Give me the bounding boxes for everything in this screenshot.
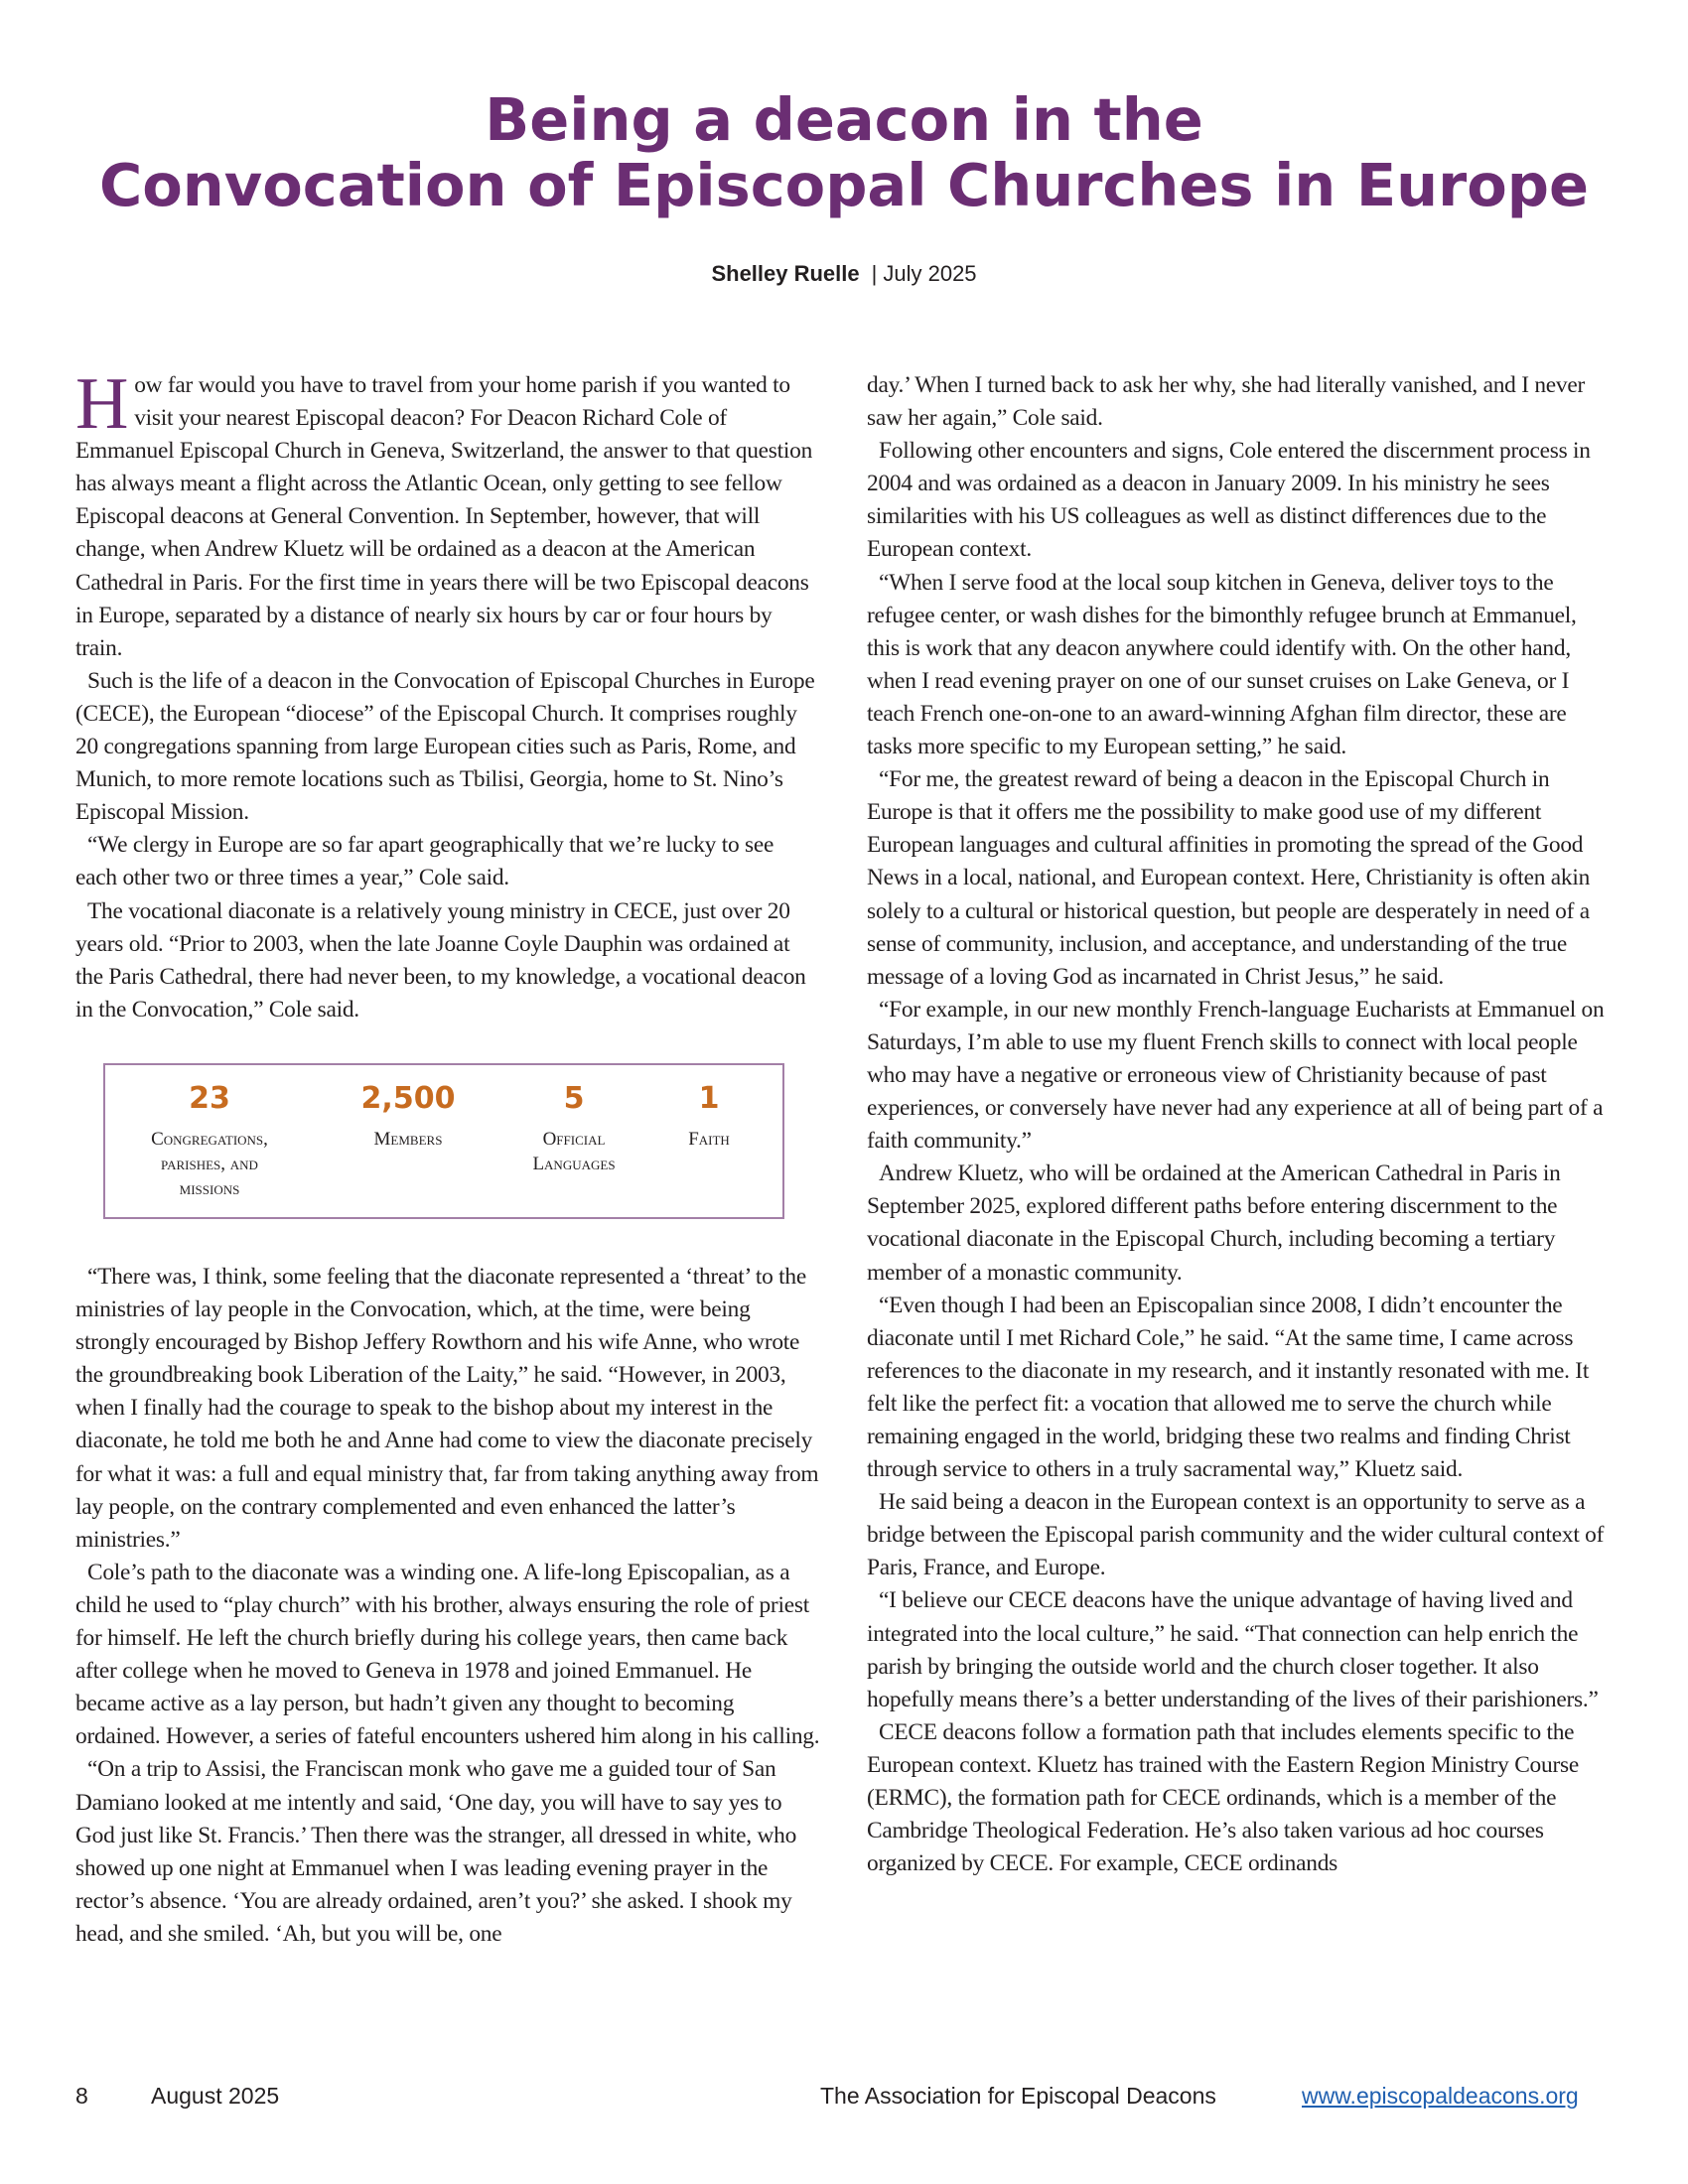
stat-label-line: Languages xyxy=(532,1154,616,1174)
stat-label xyxy=(105,1127,314,1201)
stat-members xyxy=(334,1079,483,1152)
stat-value: 1 xyxy=(698,1081,720,1116)
left-column-bottom xyxy=(75,1261,820,1951)
stat-congregations xyxy=(105,1079,314,1201)
stat-label xyxy=(499,1127,648,1176)
paragraph: “Even though I had been an Episcopalian since 2008, I didn’t encounter the diaconate until I met Richard Cole,” he said. “At the same time, I came across references to the diaconate in my research, and it instantly resonated with me. It felt like the perfect fit: a vocation that allowed me to serve the church while remaining engaged in the world, bridging these two realms and finding Christ through service to others in a truly sacramental way,” Kluetz said. xyxy=(867,1292,1590,1483)
author-name: Shelley Ruelle xyxy=(711,261,860,286)
stat-label-line: missions xyxy=(179,1178,240,1199)
paragraph: “On a trip to Assisi, the Franciscan monk who gave me a guided tour of San Damiano looked at me intently and said, ‘One day, you will have to say yes to God just like St. Francis.’ Then there was the stranger, all dressed in white, who showed up one night at Emmanuel when I was leading evening prayer in the rector’s absence. ‘You are already ordained, aren’t you?’ she asked. I shook my head, and she smiled. ‘Ah, but you will be, one xyxy=(75,1756,797,1947)
paragraph: He said being a deacon in the European context is an opportunity to serve as a bridge between the Episcopal parish community and the wider cultural context of Paris, France, and Europe. xyxy=(867,1489,1605,1581)
stat-label xyxy=(334,1127,483,1152)
stat-value: 5 xyxy=(563,1081,585,1116)
paragraph: The vocational diaconate is a relatively young ministry in CECE, just over 20 years old. “Prior to 2003, when the late Joanne Coyle Dauphin was ordained at the Paris Cathedral, there had never been, to my knowledge, a vocational deacon in the Convocation,” Cole said. xyxy=(75,897,806,1023)
right-column xyxy=(867,369,1612,1880)
paragraph: “For example, in our new monthly French-language Eucharists at Emmanuel on Saturdays, I’m able to use my fluent French skills to connect with local people who may have a negative or erroneous view of Christianity because of past experiences, or conversely have never had any experience at all of being part of a faith community.” xyxy=(867,996,1605,1155)
left-column-top xyxy=(75,363,820,1026)
page-number: 8 xyxy=(75,2083,88,2109)
stat-languages xyxy=(499,1079,648,1176)
stat-label-line: parishes, and xyxy=(161,1154,258,1174)
article-title xyxy=(0,87,1688,218)
issue-date: August 2025 xyxy=(151,2083,280,2109)
stat-label-line: Faith xyxy=(688,1129,730,1150)
byline xyxy=(0,261,1688,287)
publication-name: The Association for Episcopal Deacons xyxy=(820,2083,1216,2109)
stat-label-line: Congregations, xyxy=(151,1129,268,1150)
paragraph: CECE deacons follow a formation path that includes elements specific to the European context. Kluetz has trained with the Eastern Region Ministry Course (ERMC), the formation path for CECE ordinands, which is a member of the Cambridge Theological Federation. He’s also taken various ad hoc courses organized by CECE. For example, CECE ordinands xyxy=(867,1718,1579,1877)
stat-faith xyxy=(649,1079,769,1152)
stat-label-line: Official xyxy=(542,1129,606,1150)
stat-label-line: Members xyxy=(373,1129,443,1150)
paragraph: “We clergy in Europe are so far apart geographically that we’re lucky to see each other two or three times a year,” Cole said. xyxy=(75,832,774,891)
paragraph: “I believe our CECE deacons have the unique advantage of having lived and integrated into the local culture,” he said. “That connection can help enrich the parish by bringing the outside world and the church closer together. It also hopefully means there’s a better understanding of the lives of their parishioners.” xyxy=(867,1587,1599,1712)
paragraph: “There was, I think, some feeling that the diaconate represented a ‘threat’ to the ministries of lay people in the Convocation, which, at the time, were being strongly encouraged by Bishop Jeffery Rowthorn and his wife Anne, who wrote the groundbreaking book Liberation of the Laity,” he said. “However, in 2003, when I finally had the courage to speak to the bishop about my interest in the diaconate, he told me both he and Anne had come to view the diaconate precisely for what it was: a full and equal ministry that, far from taking anything away from lay people, on the contrary complemented and even enhanced the latter’s ministries.” xyxy=(75,1264,819,1553)
stats-box xyxy=(103,1063,784,1219)
paragraph: Andrew Kluetz, who will be ordained at the American Cathedral in Paris in September 2025, explored different paths before entering discernment to the vocational diaconate in the Episcopal Church, including becoming a tertiary member of a monastic community. xyxy=(867,1160,1561,1286)
stat-value: 2,500 xyxy=(360,1081,456,1116)
paragraph: Such is the life of a deacon in the Convocation of Episcopal Churches in Europe (CECE), the European “diocese” of the Episcopal Church. It comprises roughly 20 congregations spanning from large European cities such as Paris, Rome, and Munich, to more remote locations such as Tbilisi, Georgia, home to St. Nino’s Episcopal Mission. xyxy=(75,667,815,826)
website-link[interactable]: www.episcopaldeacons.org xyxy=(1302,2083,1579,2109)
paragraph: “When I serve food at the local soup kitchen in Geneva, deliver toys to the refugee center, or wash dishes for the bimonthly refugee brunch at Emmanuel, this is work that any deacon anywhere could identify with. On the other hand, when I read evening prayer on one of our sunset cruises on Lake Geneva, or I teach French one-on-one to an award-winning Afghan film director, these are tasks more specific to my European setting,” he said. xyxy=(867,569,1577,760)
title-line-2: Convocation of Episcopal Churches in Europe xyxy=(98,151,1590,219)
byline-separator: | xyxy=(871,261,878,286)
paragraph: day.’ When I turned back to ask her why, she had literally vanished, and I never saw her again,” Cole said. xyxy=(867,372,1586,432)
article-date: July 2025 xyxy=(883,261,977,286)
paragraph: Cole’s path to the diaconate was a winding one. A life-long Episcopalian, as a child he used to “play church” with his brother, always ensuring the role of priest for himself. He left the church briefly during his college years, then came back after college when he moved to Geneva in 1978 and joined Emmanuel. He became active as a lay person, but hadn’t given any thought to becoming ordained. However, a series of fateful encounters ushered him along in his calling. xyxy=(75,1559,820,1750)
drop-cap: H xyxy=(75,363,129,445)
paragraph-text: ow far would you have to travel from your home parish if you wanted to visit your nearest Episcopal deacon? For Deacon Richard Cole of Emmanuel Episcopal Church in Geneva, Switzerland, the answer to that question has always meant a flight across the Atlantic Ocean, only getting to see fellow Episcopal deacons at General Convention. In September, however, that will change, when Andrew Kluetz will be ordained as a deacon at the American Cathedral in Paris. For the first time in years there will be two Episcopal deacons in Europe, separated by a distance of nearly six hours by car or four hours by train. xyxy=(75,372,813,661)
paragraph: “For me, the greatest reward of being a deacon in the Episcopal Church in Europe is that it offers me the possibility to make good use of my different European languages and cultural affinities in promoting the spread of the Good News in a local, national, and European context. Here, Christianity is often akin solely to a cultural or historical question, but people are desperately in need of a sense of community, inclusion, and acceptance, and understanding of the true message of a loving God as incarnated in Christ Jesus,” he said. xyxy=(867,766,1591,990)
stat-label xyxy=(649,1127,769,1152)
paragraph xyxy=(75,363,820,665)
stat-value: 23 xyxy=(189,1081,230,1116)
paragraph: Following other encounters and signs, Cole entered the discernment process in 2004 and was ordained as a deacon in January 2009. In his ministry he sees similarities with his US colleagues as well as distinct differences due to the European context. xyxy=(867,438,1591,563)
title-line-1: Being a deacon in the xyxy=(485,85,1203,154)
